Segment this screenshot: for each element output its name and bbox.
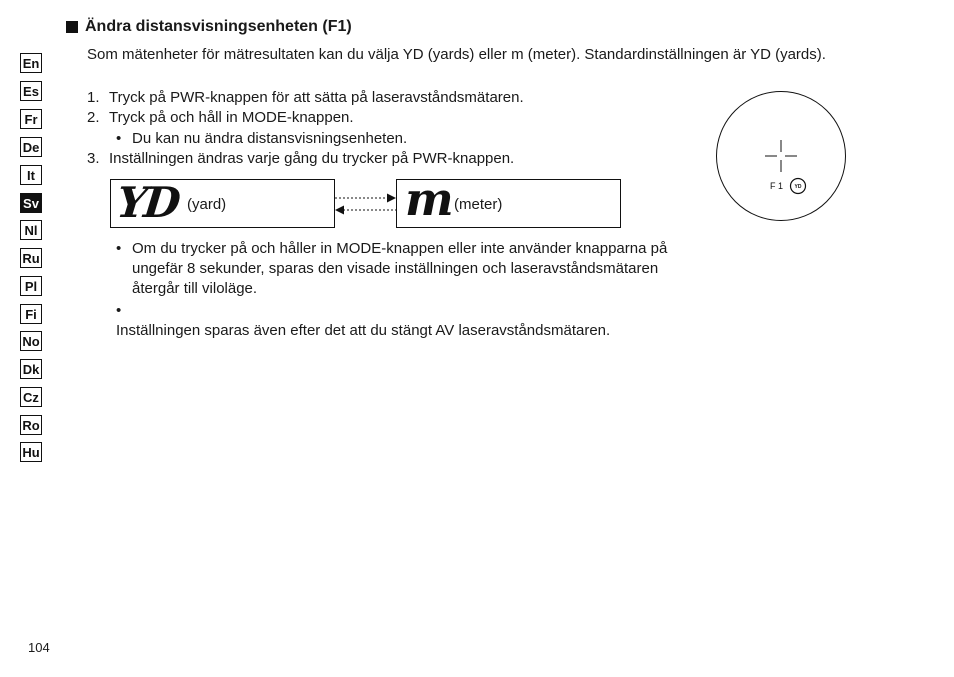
lang-tab-de[interactable]: De (20, 137, 42, 157)
viewfinder-label: F 1 (770, 181, 784, 191)
lang-tab-es[interactable]: Es (20, 81, 42, 101)
m-segment-display: m (405, 172, 454, 226)
lang-tab-pl[interactable]: Pl (20, 276, 42, 296)
step-text: Tryck på PWR-knappen för att sätta på laseravståndsmätaren. (109, 89, 524, 106)
viewfinder-unit: YD (794, 184, 802, 190)
viewfinder-illustration (715, 90, 847, 222)
note-1 (116, 239, 696, 299)
lang-tab-nl[interactable]: Nl (20, 220, 42, 240)
lang-tab-cz[interactable]: Cz (20, 387, 42, 407)
display-yd-box (110, 179, 335, 228)
note-2 (116, 301, 696, 341)
step-2 (87, 108, 354, 128)
bullet-dot: • (116, 302, 122, 319)
step-number: 1. (87, 89, 100, 106)
yd-caption: (yard) (187, 196, 227, 213)
step-number: 2. (87, 109, 100, 126)
lang-tab-hu[interactable]: Hu (20, 442, 42, 462)
display-m-box (396, 172, 621, 228)
toggle-arrows-icon (333, 192, 398, 216)
lang-tab-dk[interactable]: Dk (20, 359, 42, 379)
lang-tab-sv[interactable]: Sv (20, 193, 42, 213)
bullet-text: Du kan nu ändra distansvisningsenheten. (132, 130, 408, 147)
lang-tab-ro[interactable]: Ro (20, 415, 42, 435)
yd-segment-display: YD (114, 178, 180, 227)
step-2-bullet (116, 129, 407, 149)
note-text: Om du trycker på och håller in MODE-knappen eller inte använder knapparna på ungefär 8 sekunder, sparas den visade inställningen och laseravståndsmätaren återgår till viloläge. (132, 240, 668, 297)
step-text: Tryck på och håll in MODE-knappen. (109, 109, 354, 126)
step-1 (87, 88, 524, 108)
bullet-dot: • (116, 130, 122, 147)
bullet-dot: • (116, 240, 122, 257)
note-text: Inställningen sparas även efter det att du stängt AV laseravståndsmätaren. (116, 322, 611, 339)
square-bullet-icon (66, 21, 78, 33)
lang-tab-fr[interactable]: Fr (20, 109, 42, 129)
section-heading-text: Ändra distansvisningsenheten (F1) (85, 18, 352, 35)
step-number: 3. (87, 150, 100, 167)
intro-paragraph: Som mätenheter för mätresultaten kan du välja YD (yards) eller m (meter). Standardinställningen är YD (yards). (87, 46, 826, 63)
lang-tab-no[interactable]: No (20, 331, 42, 351)
step-text: Inställningen ändras varje gång du trycker på PWR-knappen. (109, 150, 515, 167)
lang-tab-it[interactable]: It (20, 165, 42, 185)
lang-tab-fi[interactable]: Fi (20, 304, 42, 324)
lang-tab-en[interactable]: En (20, 53, 42, 73)
page-number: 104 (28, 640, 50, 655)
step-3 (87, 149, 514, 169)
m-caption: (meter) (454, 196, 503, 213)
section-heading (66, 18, 352, 36)
lang-tab-ru[interactable]: Ru (20, 248, 42, 268)
